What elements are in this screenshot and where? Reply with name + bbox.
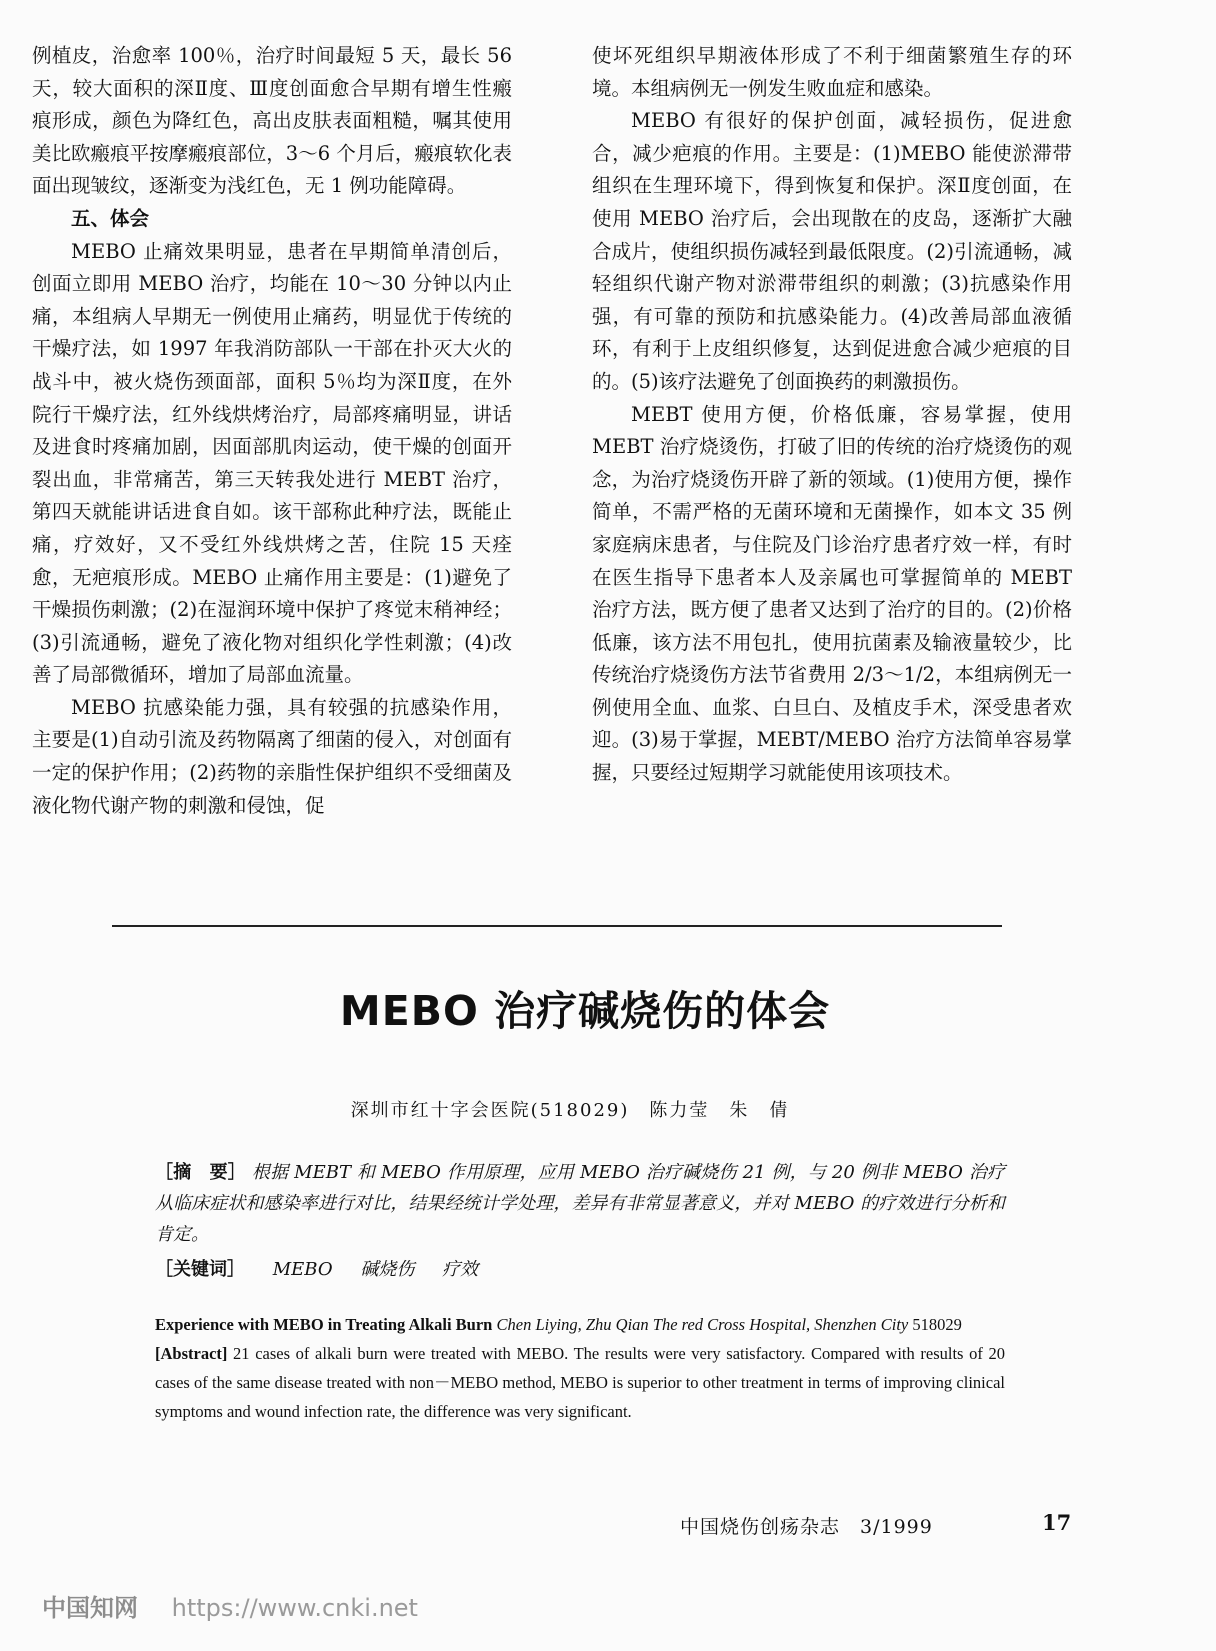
journal-footer: 中国烧伤创疡杂志 3/1999 [680, 1516, 933, 1538]
cnki-watermark [42, 1588, 418, 1623]
section-divider [112, 925, 1002, 927]
right-paragraph-2: MEBO 有很好的保护创面，减轻损伤，促进愈合，减少疤痕的作用。主要是：(1)MEBO 能使淤滞带组织在生理环境下，得到恢复和保护。深Ⅱ度创面，在使用 MEBO 治疗后，会出现散在的皮岛，逐渐扩大融合成片，使组织损伤减轻到最低限度。(2)引流通畅，减轻组织代谢产物对淤滞带组织的刺激；(3)抗感染作用强，有可靠的预防和抗感染能力。(4)改善局部血液循环，有利于上皮组织修复，达到促进愈合减少疤痕的目的。(5)该疗法避免了创面换药的刺激损伤。 [592, 109, 1073, 393]
keyword-item: 疗效 [442, 1259, 479, 1280]
right-paragraph-3: MEBT 使用方便，价格低廉，容易掌握，使用 MEBT 治疗烧烫伤，打破了旧的传统的治疗烧烫伤的观念，为治疗烧烫伤开辟了新的领域。(1)使用方便，操作简单，不需严格的无菌环境和无菌操作，如本文 35 例家庭病床患者，与住院及门诊治疗患者疗效一样，有时在医生指导下患者本人及亲属也可掌握简单的 MEBT 治疗方法，既方便了患者又达到了治疗的目的。(2)价格低廉，该方法不用包扎，使用抗菌素及输液量较少，比传统治疗烧烫伤方法节省费用 2/3～1/2，本组病例无一例使用全血、血浆、白旦白、及植皮手术，深受患者欢迎。(3)易于掌握，MEBT/MEBO 治疗方法简单容易掌握，只要经过短期学习就能使用该项技术。 [592, 402, 1072, 785]
keywords-label: ［关键词］ [155, 1259, 245, 1280]
page-number: 17 [1042, 1510, 1072, 1535]
english-abstract-paragraph [155, 1339, 1005, 1426]
chinese-abstract [155, 1157, 1005, 1285]
abstract-label: ［摘 要］ [155, 1162, 246, 1183]
english-abstract-text: 21 cases of alkali burn were treated with MEBO. The results were very satisfactory. Compared with results of 20 cases of the same disease treated with non－MEBO method, MEBO is superior to other treatment in terms of improving clinical symptoms and wound infection rate, the difference was very significant. [155, 1344, 1005, 1421]
keywords-line [155, 1254, 1005, 1285]
abstract-text: 根据 MEBT 和 MEBO 作用原理，应用 MEBO 治疗碱烧伤 21 例，与 20 例非 MEBO 治疗从临床症状和感染率进行对比，结果经统计学处理，差异有非常显著意义，并对 MEBO 的疗效进行分析和肯定。 [155, 1162, 1006, 1245]
article-title: MEBO 治疗碱烧伤的体会 [339, 987, 831, 1035]
left-paragraph-1: 例植皮，治愈率 100％，治疗时间最短 5 天，最长 56 天，较大面积的深Ⅱ度、Ⅲ度创面愈合早期有增生性瘢痕形成，颜色为降红色，高出皮肤表面粗糙，嘱其使用美比欧瘢痕平按摩瘢痕部位，3～6 个月后，瘢痕软化表面出现皱纹，逐渐变为浅红色，无 1 例功能障碍。 [32, 44, 512, 198]
english-abstract-label: [Abstract] [155, 1344, 228, 1363]
english-title-line [155, 1310, 1005, 1339]
right-column [592, 40, 1072, 790]
english-postcode: 518029 [912, 1315, 962, 1334]
section-heading: 五、体会 [71, 206, 150, 230]
left-column [32, 40, 512, 822]
cnki-logo: 中国知网 [42, 1594, 138, 1622]
right-paragraph-1: 使坏死组织早期液体形成了不利于细菌繁殖生存的环境。本组病例无一例发生败血症和感染。 [592, 44, 1072, 100]
left-paragraph-2: MEBO 止痛效果明显，患者在早期简单清创后，创面立即用 MEBO 治疗，均能在 10～30 分钟以内止痛，本组病人早期无一例使用止痛药，明显优于传统的干燥疗法，如 1997 年我消防部队一干部在扑灭大火的战斗中，被火烧伤颈面部，面积 5％均为深Ⅱ度，在外院行干燥疗法，红外线烘烤治疗，局部疼痛明显，讲话及进食时疼痛加剧，因面部肌肉运动，使干燥的创面开裂出血，非常痛苦，第三天转我处进行 MEBT 治疗，第四天就能讲话进食自如。该干部称此种疗法，既能止痛，疗效好，又不受红外线烘烤之苦，住院 15 天痊愈，无疤痕形成。MEBO 止痛作用主要是：(1)避免了干燥损伤刺激；(2)在湿润环境中保护了疼觉末稍神经；(3)引流通畅，避免了液化物对组织化学性刺激；(4)改善了局部微循环，增加了局部血流量。 [32, 239, 512, 687]
left-paragraph-3: MEBO 抗感染能力强，具有较强的抗感染作用，主要是(1)自动引流及药物隔离了细菌的侵入，对创面有一定的保护作用；(2)药物的亲脂性保护组织不受细菌及液化物代谢产物的刺激和侵蚀，促 [32, 695, 512, 817]
article-authors: 深圳市红十字会医院(518029) 陈力莹 朱 倩 [350, 1100, 790, 1121]
abstract-paragraph [155, 1157, 1005, 1250]
english-abstract [155, 1310, 1005, 1426]
english-title: Experience with MEBO in Treating Alkali Burn [155, 1315, 493, 1334]
english-authors: Chen Liying, Zhu Qian The red Cross Hospital, Shenzhen City [496, 1315, 909, 1334]
cnki-url: https://www.cnki.net [171, 1594, 418, 1622]
keyword-item: MEBO [272, 1259, 333, 1280]
keyword-item: 碱烧伤 [360, 1259, 415, 1280]
